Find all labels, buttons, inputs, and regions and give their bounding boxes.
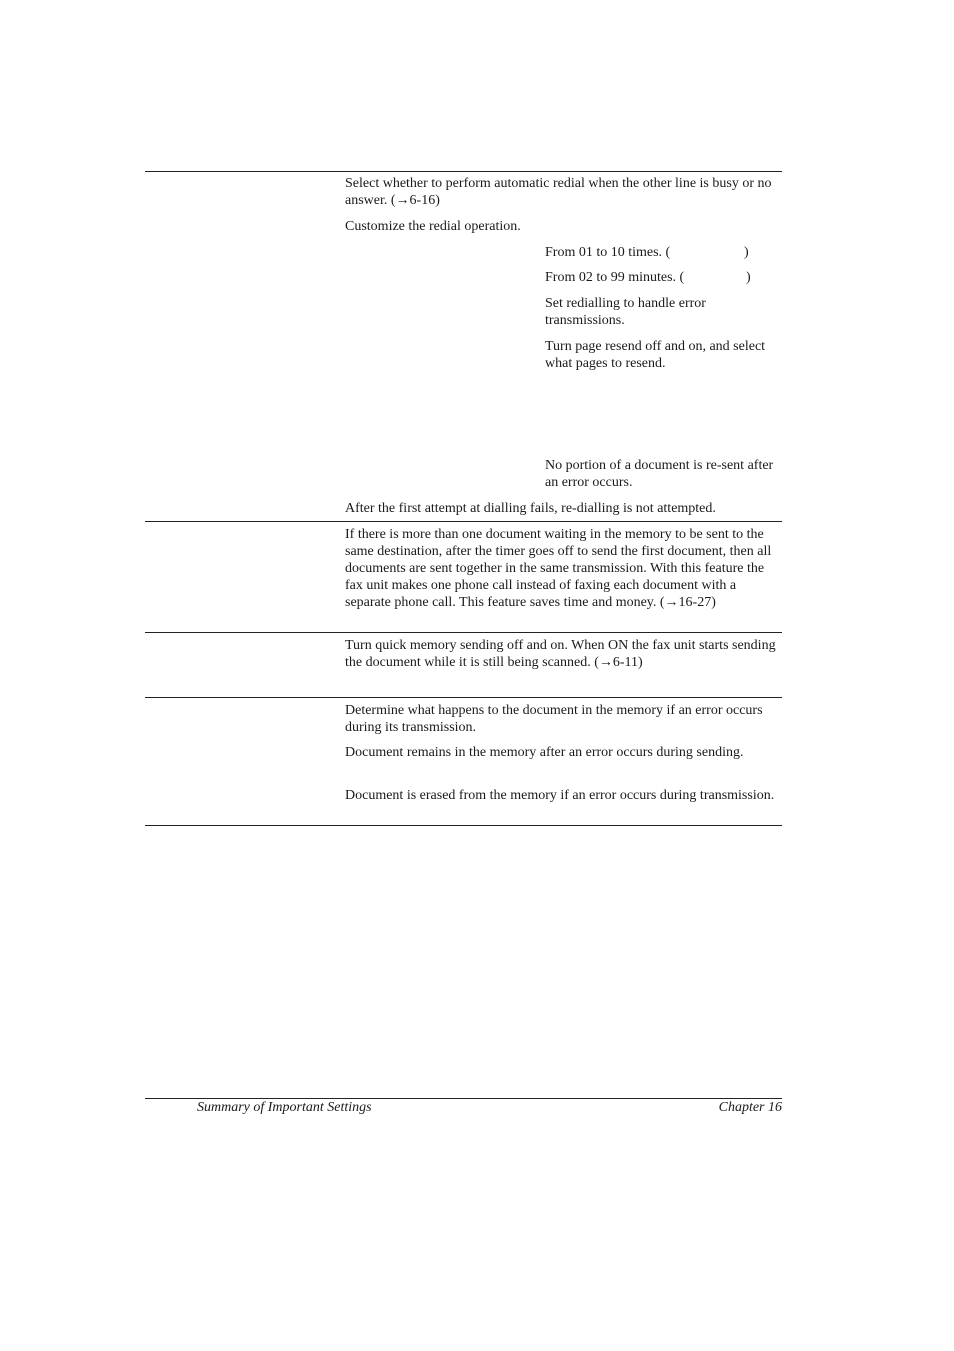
redial-customize: Customize the redial operation.	[345, 219, 521, 234]
rule-quick-memory	[145, 632, 782, 633]
quick-memory-description: Turn quick memory sending off and on. When ON the fax unit starts sending the document while it is still being scanned. (→6-11)	[345, 638, 776, 670]
redial-interval-close: )	[746, 270, 751, 285]
footer-chapter: Chapter 16	[718, 1100, 782, 1115]
redial-page-resend: Turn page resend off and on, and select what pages to resend.	[545, 339, 766, 371]
footer-title: Summary of Important Settings	[197, 1100, 372, 1115]
redial-interval-range	[545, 269, 785, 286]
error-memory-remains: Document remains in the memory after an error occurs during sending.	[345, 745, 744, 760]
rule-batch	[145, 521, 782, 522]
redial-interval-text: From 02 to 99 minutes. (	[545, 270, 685, 285]
error-memory-description: Determine what happens to the document in the memory if an error occurs during its transmission.	[345, 703, 763, 735]
batch-description: If there is more than one document waiting in the memory to be sent to the same destination, after the timer goes off to send the first document, then all documents are sent together in the same transmission. With this feature the fax unit makes one phone call instead of faxing each document with a separate phone call. This feature saves time and money. (→16-27)	[345, 527, 772, 610]
rule-bottom	[145, 825, 782, 826]
redial-no-resend: No portion of a document is re-sent after an error occurs.	[545, 458, 774, 490]
error-memory-erased: Document is erased from the memory if an error occurs during transmission.	[345, 788, 775, 803]
redial-off-description: After the first attempt at dialling fails, re-dialling is not attempted.	[345, 501, 716, 516]
redial-times-close: )	[744, 245, 749, 260]
redial-times-range	[545, 244, 785, 261]
redial-error-handling: Set redialling to handle error transmissions.	[545, 296, 706, 328]
redial-times-text: From 01 to 10 times. (	[545, 245, 671, 260]
rule-top	[145, 171, 782, 172]
rule-error-memory	[145, 697, 782, 698]
redial-description: Select whether to perform automatic redial when the other line is busy or no answer. (→6-16)	[345, 176, 772, 208]
